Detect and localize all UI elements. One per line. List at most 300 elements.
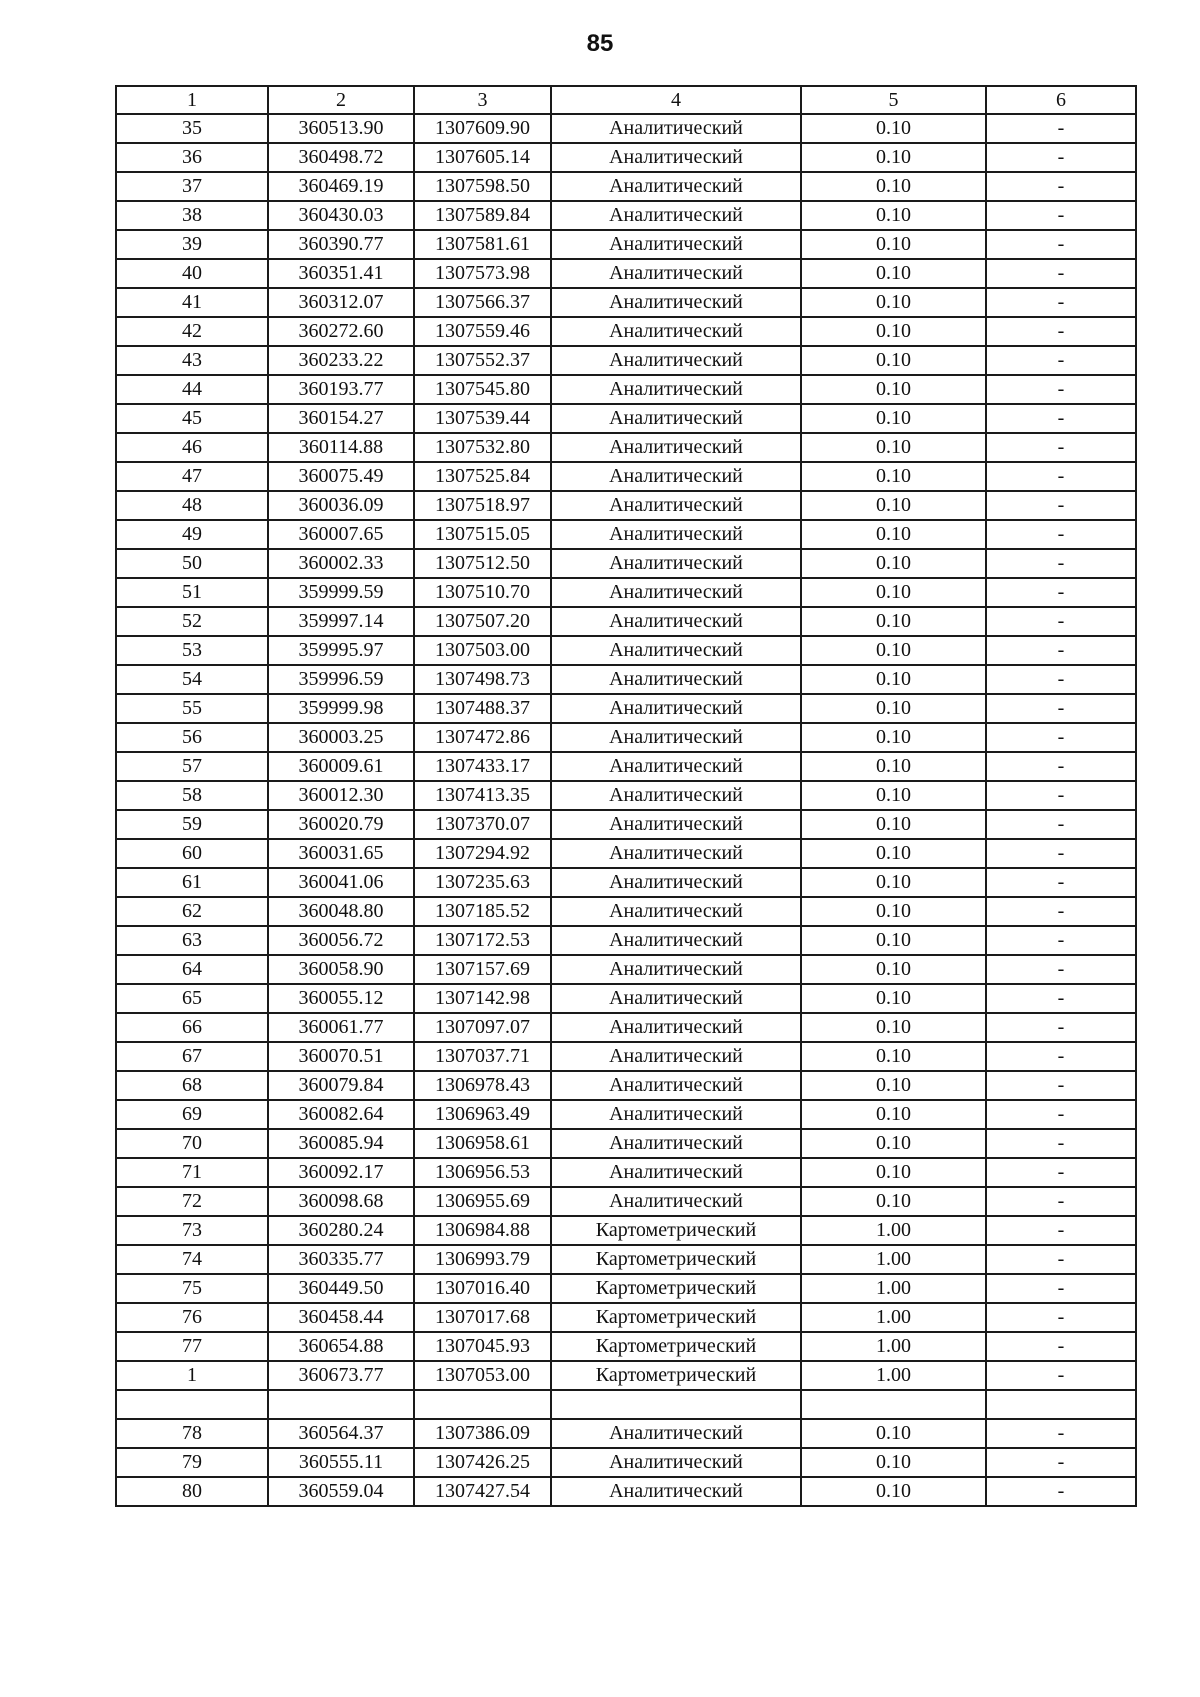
coordinates-table (115, 85, 1137, 1507)
table-row (116, 781, 1136, 810)
table-cell-col5: 0.10 (801, 897, 986, 926)
table-cell-col5: 0.10 (801, 288, 986, 317)
table-cell-col4: Аналитический (551, 462, 801, 491)
table-cell-col2: 360085.94 (268, 1129, 414, 1158)
table-cell-col3: 1307532.80 (414, 433, 551, 462)
table-cell-col5: 0.10 (801, 375, 986, 404)
table-cell-col4: Картометрический (551, 1216, 801, 1245)
column-header-1: 1 (116, 86, 268, 114)
table-cell-col4: Аналитический (551, 1158, 801, 1187)
table-cell-col3: 1307515.05 (414, 520, 551, 549)
table-cell-col4: Аналитический (551, 1129, 801, 1158)
table-row (116, 1158, 1136, 1187)
table-cell-col6: - (986, 230, 1136, 259)
table-cell-col2: 360075.49 (268, 462, 414, 491)
table-cell-col5: 0.10 (801, 868, 986, 897)
table-cell-col2: 360061.77 (268, 1013, 414, 1042)
table-header (116, 86, 1136, 114)
table-cell-col2: 360272.60 (268, 317, 414, 346)
table-cell-col1: 58 (116, 781, 268, 810)
table-cell-col5: 0.10 (801, 491, 986, 520)
table-cell-col6: - (986, 491, 1136, 520)
table-cell-col5: 0.10 (801, 694, 986, 723)
table-row (116, 433, 1136, 462)
table-cell-col2: 360031.65 (268, 839, 414, 868)
table-cell-col6: - (986, 1129, 1136, 1158)
table-cell-col5: 0.10 (801, 810, 986, 839)
table-cell-col5: 1.00 (801, 1332, 986, 1361)
table-cell-col6: - (986, 926, 1136, 955)
table-cell-col4: Картометрический (551, 1361, 801, 1390)
table-cell-col6: - (986, 1361, 1136, 1390)
table-cell-col5: 0.10 (801, 1071, 986, 1100)
table-cell-col2: 360114.88 (268, 433, 414, 462)
table-cell-col4: Аналитический (551, 665, 801, 694)
table-cell-col6: - (986, 578, 1136, 607)
table-cell-col6: - (986, 1187, 1136, 1216)
table-cell-col3: 1307510.70 (414, 578, 551, 607)
table-cell-col3: 1307235.63 (414, 868, 551, 897)
table-cell-col3: 1307016.40 (414, 1274, 551, 1303)
table-cell-col4: Аналитический (551, 607, 801, 636)
table-cell-col3: 1307142.98 (414, 984, 551, 1013)
table-row (116, 143, 1136, 172)
table-cell-col3: 1307370.07 (414, 810, 551, 839)
table-cell-col4: Аналитический (551, 143, 801, 172)
table-cell-col4: Аналитический (551, 1477, 801, 1506)
table-cell-col4: Аналитический (551, 230, 801, 259)
table-cell-col3: 1307185.52 (414, 897, 551, 926)
table-cell-col3: 1307581.61 (414, 230, 551, 259)
table-cell-col4: Аналитический (551, 520, 801, 549)
table-cell-col3: 1307609.90 (414, 114, 551, 143)
table-cell-col6: - (986, 288, 1136, 317)
table-cell-col1: 68 (116, 1071, 268, 1100)
table-cell-col4: Аналитический (551, 955, 801, 984)
table-cell-col6: - (986, 520, 1136, 549)
table-cell-col6: - (986, 810, 1136, 839)
table-row (116, 694, 1136, 723)
table-cell-col5: 0.10 (801, 984, 986, 1013)
table-cell-col5 (801, 1390, 986, 1419)
table-cell-col1: 63 (116, 926, 268, 955)
table-cell-col2 (268, 1390, 414, 1419)
table-cell-col1: 48 (116, 491, 268, 520)
table-cell-col3: 1307525.84 (414, 462, 551, 491)
table-cell-col1: 39 (116, 230, 268, 259)
table-cell-col5: 0.10 (801, 1100, 986, 1129)
table-cell-col4: Аналитический (551, 201, 801, 230)
table-cell-col3: 1307017.68 (414, 1303, 551, 1332)
table-cell-col1: 55 (116, 694, 268, 723)
table-cell-col3: 1306956.53 (414, 1158, 551, 1187)
table-cell-col1: 36 (116, 143, 268, 172)
table-row (116, 810, 1136, 839)
table-cell-col5: 0.10 (801, 781, 986, 810)
table-cell-col2: 360055.12 (268, 984, 414, 1013)
table-cell-col4: Аналитический (551, 346, 801, 375)
table-row (116, 520, 1136, 549)
table-cell-col4: Аналитический (551, 636, 801, 665)
table-cell-col1: 59 (116, 810, 268, 839)
table-cell-col6: - (986, 1013, 1136, 1042)
table-cell-col4: Картометрический (551, 1245, 801, 1274)
table-cell-col4: Аналитический (551, 1419, 801, 1448)
table-cell-col4: Аналитический (551, 1100, 801, 1129)
table-row (116, 1477, 1136, 1506)
table-cell-col2: 360233.22 (268, 346, 414, 375)
table-cell-col6: - (986, 839, 1136, 868)
table-cell-col6: - (986, 201, 1136, 230)
table-cell-col5: 0.10 (801, 404, 986, 433)
table-row (116, 1100, 1136, 1129)
table-row (116, 1448, 1136, 1477)
table-cell-col3: 1307427.54 (414, 1477, 551, 1506)
table-cell-col6: - (986, 1332, 1136, 1361)
table-cell-col2: 360009.61 (268, 752, 414, 781)
table-cell-col3: 1307545.80 (414, 375, 551, 404)
table-row (116, 752, 1136, 781)
table-cell-col4: Аналитический (551, 810, 801, 839)
table-cell-col4: Аналитический (551, 578, 801, 607)
table-cell-col2: 360002.33 (268, 549, 414, 578)
table-row (116, 1013, 1136, 1042)
table-cell-col2: 360564.37 (268, 1419, 414, 1448)
table-cell-col3: 1307413.35 (414, 781, 551, 810)
table-cell-col2: 360513.90 (268, 114, 414, 143)
table-cell-col1: 38 (116, 201, 268, 230)
table-cell-col2: 360430.03 (268, 201, 414, 230)
table-row (116, 1361, 1136, 1390)
table-cell-col6: - (986, 1477, 1136, 1506)
table-row (116, 1303, 1136, 1332)
table-cell-col6 (986, 1390, 1136, 1419)
table-cell-col3: 1306958.61 (414, 1129, 551, 1158)
table-row (116, 1390, 1136, 1419)
table-cell-col3: 1306978.43 (414, 1071, 551, 1100)
table-cell-col4: Аналитический (551, 172, 801, 201)
table-cell-col2: 360351.41 (268, 259, 414, 288)
table-cell-col4: Аналитический (551, 781, 801, 810)
table-cell-col6: - (986, 1303, 1136, 1332)
table-cell-col1: 41 (116, 288, 268, 317)
table-cell-col5: 1.00 (801, 1216, 986, 1245)
table-cell-col2: 360469.19 (268, 172, 414, 201)
table-cell-col4: Аналитический (551, 1013, 801, 1042)
table-cell-col3: 1307589.84 (414, 201, 551, 230)
table-cell-col2: 360041.06 (268, 868, 414, 897)
table-cell-col1: 43 (116, 346, 268, 375)
table-cell-col4: Аналитический (551, 1042, 801, 1071)
table-cell-col4: Аналитический (551, 1071, 801, 1100)
table-cell-col4: Аналитический (551, 491, 801, 520)
table-cell-col6: - (986, 433, 1136, 462)
table-cell-col4: Аналитический (551, 114, 801, 143)
table-cell-col1: 65 (116, 984, 268, 1013)
table-cell-col2: 360003.25 (268, 723, 414, 752)
table-cell-col1: 52 (116, 607, 268, 636)
table-cell-col3: 1306963.49 (414, 1100, 551, 1129)
table-cell-col5: 0.10 (801, 172, 986, 201)
table-cell-col3: 1307518.97 (414, 491, 551, 520)
table-cell-col4: Аналитический (551, 868, 801, 897)
table-cell-col4: Аналитический (551, 288, 801, 317)
table-row (116, 317, 1136, 346)
table-cell-col2: 360673.77 (268, 1361, 414, 1390)
table-cell-col2: 360036.09 (268, 491, 414, 520)
table-cell-col5: 0.10 (801, 1477, 986, 1506)
table-cell-col6: - (986, 984, 1136, 1013)
table-cell-col1: 73 (116, 1216, 268, 1245)
table-cell-col1: 67 (116, 1042, 268, 1071)
table-cell-col4: Аналитический (551, 694, 801, 723)
table-cell-col3: 1307559.46 (414, 317, 551, 346)
table-cell-col6: - (986, 114, 1136, 143)
table-cell-col2: 360154.27 (268, 404, 414, 433)
table-cell-col4: Аналитический (551, 1448, 801, 1477)
table-cell-col1: 79 (116, 1448, 268, 1477)
table-cell-col4: Аналитический (551, 839, 801, 868)
table-cell-col2: 360555.11 (268, 1448, 414, 1477)
table-cell-col2: 359995.97 (268, 636, 414, 665)
table-cell-col1: 1 (116, 1361, 268, 1390)
table-cell-col2: 360498.72 (268, 143, 414, 172)
table-cell-col3: 1307598.50 (414, 172, 551, 201)
table-cell-col6: - (986, 1419, 1136, 1448)
column-header-2: 2 (268, 86, 414, 114)
table-cell-col3: 1307037.71 (414, 1042, 551, 1071)
table-cell-col5: 0.10 (801, 1129, 986, 1158)
table-row (116, 1419, 1136, 1448)
table-cell-col3: 1307433.17 (414, 752, 551, 781)
table-cell-col5: 0.10 (801, 1448, 986, 1477)
table-cell-col5: 0.10 (801, 926, 986, 955)
table-cell-col1: 49 (116, 520, 268, 549)
table-row (116, 172, 1136, 201)
table-row (116, 578, 1136, 607)
table-cell-col2: 360449.50 (268, 1274, 414, 1303)
table-cell-col2: 360280.24 (268, 1216, 414, 1245)
table-cell-col1: 60 (116, 839, 268, 868)
table-row (116, 1071, 1136, 1100)
table-cell-col5: 0.10 (801, 230, 986, 259)
table-cell-col3: 1307503.00 (414, 636, 551, 665)
table-row (116, 926, 1136, 955)
table-cell-col2: 360092.17 (268, 1158, 414, 1187)
table-cell-col1: 40 (116, 259, 268, 288)
table-cell-col4: Аналитический (551, 375, 801, 404)
table-cell-col2: 359996.59 (268, 665, 414, 694)
table-cell-col6: - (986, 549, 1136, 578)
table-cell-col3: 1307605.14 (414, 143, 551, 172)
table-cell-col1: 77 (116, 1332, 268, 1361)
table-row (116, 636, 1136, 665)
table-cell-col5: 0.10 (801, 549, 986, 578)
table-cell-col2: 360056.72 (268, 926, 414, 955)
table-cell-col1: 35 (116, 114, 268, 143)
table-cell-col6: - (986, 723, 1136, 752)
table-cell-col5: 0.10 (801, 201, 986, 230)
table-cell-col2: 360335.77 (268, 1245, 414, 1274)
table-cell-col6: - (986, 1158, 1136, 1187)
table-cell-col4: Аналитический (551, 897, 801, 926)
column-header-4: 4 (551, 86, 801, 114)
page-number: 85 (586, 30, 614, 57)
table-cell-col3: 1307507.20 (414, 607, 551, 636)
table-cell-col6: - (986, 1448, 1136, 1477)
table-cell-col3: 1307045.93 (414, 1332, 551, 1361)
table-cell-col2: 360070.51 (268, 1042, 414, 1071)
table-row (116, 984, 1136, 1013)
table-row (116, 1129, 1136, 1158)
table-cell-col5: 0.10 (801, 607, 986, 636)
table-row (116, 868, 1136, 897)
table-cell-col1: 69 (116, 1100, 268, 1129)
table-cell-col6: - (986, 1274, 1136, 1303)
table-cell-col6: - (986, 462, 1136, 491)
table-cell-col2: 359999.59 (268, 578, 414, 607)
table-row (116, 897, 1136, 926)
table-cell-col2: 360098.68 (268, 1187, 414, 1216)
table-cell-col6: - (986, 259, 1136, 288)
table-row (116, 491, 1136, 520)
table-cell-col4: Аналитический (551, 984, 801, 1013)
table-cell-col1: 64 (116, 955, 268, 984)
table-cell-col5: 0.10 (801, 520, 986, 549)
table-cell-col2: 359997.14 (268, 607, 414, 636)
table-cell-col4: Аналитический (551, 926, 801, 955)
table-cell-col1: 78 (116, 1419, 268, 1448)
table-cell-col5: 0.10 (801, 1187, 986, 1216)
table-cell-col2: 360020.79 (268, 810, 414, 839)
table-cell-col5: 0.10 (801, 462, 986, 491)
table-cell-col5: 0.10 (801, 955, 986, 984)
table-cell-col5: 0.10 (801, 839, 986, 868)
table-cell-col3: 1307472.86 (414, 723, 551, 752)
table-row (116, 114, 1136, 143)
column-header-3: 3 (414, 86, 551, 114)
table-cell-col1: 51 (116, 578, 268, 607)
table-cell-col3: 1306984.88 (414, 1216, 551, 1245)
table-cell-col1: 75 (116, 1274, 268, 1303)
table-cell-col4: Картометрический (551, 1274, 801, 1303)
column-header-6: 6 (986, 86, 1136, 114)
table-cell-col3: 1307573.98 (414, 259, 551, 288)
table-row (116, 230, 1136, 259)
table-cell-col3: 1307386.09 (414, 1419, 551, 1448)
column-header-5: 5 (801, 86, 986, 114)
table-cell-col1: 54 (116, 665, 268, 694)
table-cell-col5: 1.00 (801, 1303, 986, 1332)
table-cell-col6: - (986, 1071, 1136, 1100)
table-cell-col5: 0.10 (801, 1158, 986, 1187)
table-cell-col2: 360058.90 (268, 955, 414, 984)
table-cell-col6: - (986, 1042, 1136, 1071)
table-cell-col3: 1306955.69 (414, 1187, 551, 1216)
table-cell-col1: 72 (116, 1187, 268, 1216)
table-cell-col2: 360654.88 (268, 1332, 414, 1361)
table-cell-col5: 0.10 (801, 259, 986, 288)
table-cell-col2: 360390.77 (268, 230, 414, 259)
table-cell-col6: - (986, 665, 1136, 694)
table-cell-col5: 0.10 (801, 317, 986, 346)
table-cell-col5: 0.10 (801, 723, 986, 752)
table-cell-col6: - (986, 317, 1136, 346)
table-cell-col6: - (986, 607, 1136, 636)
table-cell-col6: - (986, 1245, 1136, 1274)
table-row (116, 288, 1136, 317)
table-cell-col6: - (986, 1216, 1136, 1245)
table-body (116, 114, 1136, 1506)
table-cell-col5: 0.10 (801, 665, 986, 694)
table-cell-col3 (414, 1390, 551, 1419)
table-cell-col6: - (986, 694, 1136, 723)
table-row (116, 1245, 1136, 1274)
table-row (116, 955, 1136, 984)
table-cell-col5: 0.10 (801, 143, 986, 172)
table-cell-col6: - (986, 404, 1136, 433)
table-cell-col4: Аналитический (551, 259, 801, 288)
table-cell-col4: Аналитический (551, 433, 801, 462)
table-row (116, 1274, 1136, 1303)
table-cell-col1: 46 (116, 433, 268, 462)
table-cell-col5: 0.10 (801, 1013, 986, 1042)
table-cell-col2: 360079.84 (268, 1071, 414, 1100)
table-cell-col3: 1307294.92 (414, 839, 551, 868)
table-cell-col5: 0.10 (801, 636, 986, 665)
table-cell-col4: Аналитический (551, 549, 801, 578)
table-cell-col1: 74 (116, 1245, 268, 1274)
table-cell-col6: - (986, 781, 1136, 810)
table-cell-col3: 1307539.44 (414, 404, 551, 433)
table-cell-col3: 1307053.00 (414, 1361, 551, 1390)
table-cell-col1: 71 (116, 1158, 268, 1187)
table-cell-col4: Картометрический (551, 1332, 801, 1361)
table-row (116, 1042, 1136, 1071)
table-cell-col4: Аналитический (551, 317, 801, 346)
table-cell-col1: 42 (116, 317, 268, 346)
table-cell-col4: Картометрический (551, 1303, 801, 1332)
table-cell-col6: - (986, 346, 1136, 375)
table-row (116, 375, 1136, 404)
table-cell-col6: - (986, 636, 1136, 665)
table-cell-col4: Аналитический (551, 752, 801, 781)
table-cell-col6: - (986, 143, 1136, 172)
table-cell-col2: 360048.80 (268, 897, 414, 926)
table-cell-col4: Аналитический (551, 404, 801, 433)
table-cell-col6: - (986, 1100, 1136, 1129)
table-cell-col6: - (986, 868, 1136, 897)
table-row (116, 665, 1136, 694)
table-row (116, 1187, 1136, 1216)
table-cell-col3: 1307426.25 (414, 1448, 551, 1477)
table-cell-col5: 0.10 (801, 433, 986, 462)
table-cell-col1: 37 (116, 172, 268, 201)
table-cell-col1: 50 (116, 549, 268, 578)
table-cell-col3: 1307097.07 (414, 1013, 551, 1042)
table-cell-col1: 57 (116, 752, 268, 781)
table-row (116, 839, 1136, 868)
table-cell-col4: Аналитический (551, 723, 801, 752)
table-cell-col1: 44 (116, 375, 268, 404)
table-cell-col5: 0.10 (801, 346, 986, 375)
table-cell-col5: 1.00 (801, 1361, 986, 1390)
table-row (116, 462, 1136, 491)
table-cell-col5: 0.10 (801, 578, 986, 607)
table-cell-col5: 0.10 (801, 114, 986, 143)
table-row (116, 404, 1136, 433)
table-cell-col5: 1.00 (801, 1245, 986, 1274)
